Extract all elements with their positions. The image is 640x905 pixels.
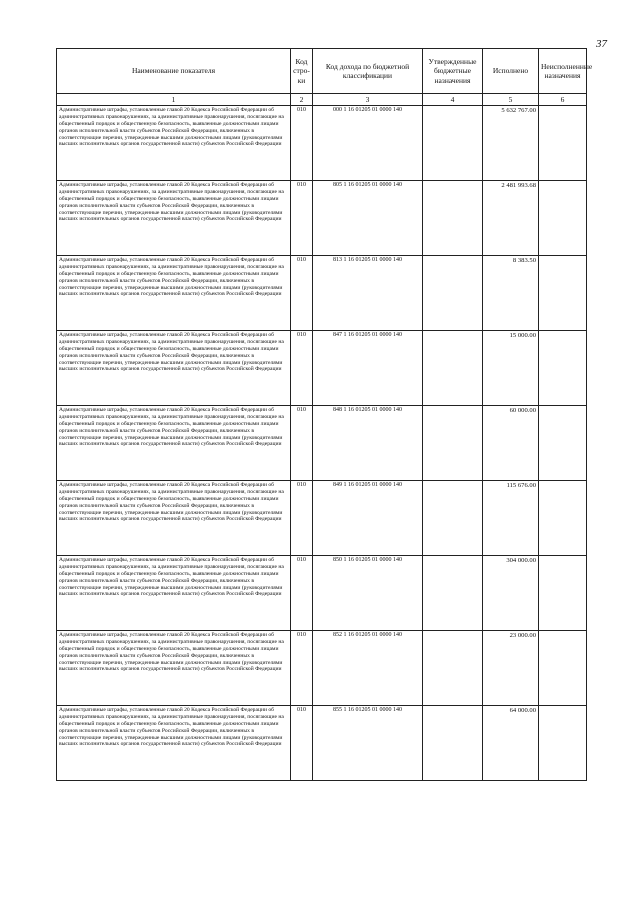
executed-amount: 304 000.00 [483,556,539,631]
approved-amount [423,106,483,181]
unexecuted-amount [539,106,587,181]
income-code: 847 1 16 01205 01 0000 140 [313,331,423,406]
approved-amount [423,631,483,706]
line-code: 010 [291,481,313,556]
indicator-name: Административные штрафы, установленные главой 20 Кодекса Российской Федерации об административных правонарушениях, за административные правонарушения, посягающие на общественный порядок и общественную безопасность, выявленные должностными лицами органов исполнительной власти субъектов Российской Федерации, включенных в соответствующие перечни, утвержденные высшими должностными лицами (руководителями высших исполнительных органов государственной власти) субъектов Российской Федерации [57,481,291,556]
indicator-name: Административные штрафы, установленные главой 20 Кодекса Российской Федерации об административных правонарушениях, за административные правонарушения, посягающие на общественный порядок и общественную безопасность, выявленные должностными лицами органов исполнительной власти субъектов Российской Федерации, включенных в соответствующие перечни, утвержденные высшими должностными лицами (руководителями высших исполнительных органов государственной власти) субъектов Российской Федерации [57,706,291,781]
column-index: 2 [291,94,313,106]
col-header-line-code: Код стро-ки [291,49,313,94]
executed-amount: 64 000.00 [483,706,539,781]
income-code: 848 1 16 01205 01 0000 140 [313,406,423,481]
income-code: 000 1 16 01205 01 0000 140 [313,106,423,181]
unexecuted-amount [539,181,587,256]
line-code: 010 [291,406,313,481]
col-header-income-code: Код дохода по бюджетной классификации [313,49,423,94]
indicator-name: Административные штрафы, установленные главой 20 Кодекса Российской Федерации об административных правонарушениях, за административные правонарушения, посягающие на общественный порядок и общественную безопасность, выявленные должностными лицами органов исполнительной власти субъектов Российской Федерации, включенных в соответствующие перечни, утвержденные высшими должностными лицами (руководителями высших исполнительных органов государственной власти) субъектов Российской Федерации [57,331,291,406]
indicator-name: Административные штрафы, установленные главой 20 Кодекса Российской Федерации об административных правонарушениях, за административные правонарушения, посягающие на общественный порядок и общественную безопасность, выявленные должностными лицами органов исполнительной власти субъектов Российской Федерации, включенных в соответствующие перечни, утвержденные высшими должностными лицами (руководителями высших исполнительных органов государственной власти) субъектов Российской Федерации [57,256,291,331]
executed-amount: 8 383.50 [483,256,539,331]
indicator-name: Административные штрафы, установленные главой 20 Кодекса Российской Федерации об административных правонарушениях, за административные правонарушения, посягающие на общественный порядок и общественную безопасность, выявленные должностными лицами органов исполнительной власти субъектов Российской Федерации, включенных в соответствующие перечни, утвержденные высшими должностными лицами (руководителями высших исполнительных органов государственной власти) субъектов Российской Федерации [57,406,291,481]
line-code: 010 [291,706,313,781]
page-number: 37 [596,38,607,50]
line-code: 010 [291,181,313,256]
table-row [57,406,587,481]
income-code: 813 1 16 01205 01 0000 140 [313,256,423,331]
unexecuted-amount [539,256,587,331]
approved-amount [423,256,483,331]
approved-amount [423,181,483,256]
table-row [57,556,587,631]
column-index: 4 [423,94,483,106]
col-header-name: Наименование показателя [57,49,291,94]
executed-amount: 60 000.00 [483,406,539,481]
col-header-approved: Утвержденные бюджетные назначения [423,49,483,94]
executed-amount: 115 676.00 [483,481,539,556]
table-row [57,331,587,406]
indicator-name: Административные штрафы, установленные главой 20 Кодекса Российской Федерации об административных правонарушениях, за административные правонарушения, посягающие на общественный порядок и общественную безопасность, выявленные должностными лицами органов исполнительной власти субъектов Российской Федерации, включенных в соответствующие перечни, утвержденные высшими должностными лицами (руководителями высших исполнительных органов государственной власти) субъектов Российской Федерации [57,556,291,631]
table-body [57,106,587,781]
line-code: 010 [291,331,313,406]
line-code: 010 [291,556,313,631]
col-header-executed: Исполнено [483,49,539,94]
income-code: 852 1 16 01205 01 0000 140 [313,631,423,706]
column-index-row [57,94,587,106]
column-index: 5 [483,94,539,106]
column-index: 1 [57,94,291,106]
approved-amount [423,481,483,556]
executed-amount: 23 000.00 [483,631,539,706]
executed-amount: 15 000.00 [483,331,539,406]
approved-amount [423,331,483,406]
header-row [57,49,587,94]
line-code: 010 [291,631,313,706]
indicator-name: Административные штрафы, установленные главой 20 Кодекса Российской Федерации об административных правонарушениях, за административные правонарушения, посягающие на общественный порядок и общественную безопасность, выявленные должностными лицами органов исполнительной власти субъектов Российской Федерации, включенных в соответствующие перечни, утвержденные высшими должностными лицами (руководителями высших исполнительных органов государственной власти) субъектов Российской Федерации [57,106,291,181]
table-row [57,706,587,781]
table-row [57,481,587,556]
unexecuted-amount [539,406,587,481]
income-code: 805 1 16 01205 01 0000 140 [313,181,423,256]
column-index: 3 [313,94,423,106]
unexecuted-amount [539,331,587,406]
unexecuted-amount [539,706,587,781]
column-index: 6 [539,94,587,106]
indicator-name: Административные штрафы, установленные главой 20 Кодекса Российской Федерации об административных правонарушениях, за административные правонарушения, посягающие на общественный порядок и общественную безопасность, выявленные должностными лицами органов исполнительной власти субъектов Российской Федерации, включенных в соответствующие перечни, утвержденные высшими должностными лицами (руководителями высших исполнительных органов государственной власти) субъектов Российской Федерации [57,181,291,256]
income-code: 850 1 16 01205 01 0000 140 [313,556,423,631]
col-header-unexecuted: Неисполненные назначения [539,49,587,94]
table-row [57,631,587,706]
approved-amount [423,406,483,481]
table-row [57,106,587,181]
approved-amount [423,556,483,631]
income-code: 855 1 16 01205 01 0000 140 [313,706,423,781]
income-report-table [56,48,593,781]
indicator-name: Административные штрафы, установленные главой 20 Кодекса Российской Федерации об административных правонарушениях, за административные правонарушения, посягающие на общественный порядок и общественную безопасность, выявленные должностными лицами органов исполнительной власти субъектов Российской Федерации, включенных в соответствующие перечни, утвержденные высшими должностными лицами (руководителями высших исполнительных органов государственной власти) субъектов Российской Федерации [57,631,291,706]
line-code: 010 [291,106,313,181]
unexecuted-amount [539,556,587,631]
unexecuted-amount [539,631,587,706]
line-code: 010 [291,256,313,331]
approved-amount [423,706,483,781]
table-row [57,256,587,331]
executed-amount: 2 481 993.68 [483,181,539,256]
table-row [57,181,587,256]
income-code: 849 1 16 01205 01 0000 140 [313,481,423,556]
executed-amount: 5 632 767.00 [483,106,539,181]
unexecuted-amount [539,481,587,556]
